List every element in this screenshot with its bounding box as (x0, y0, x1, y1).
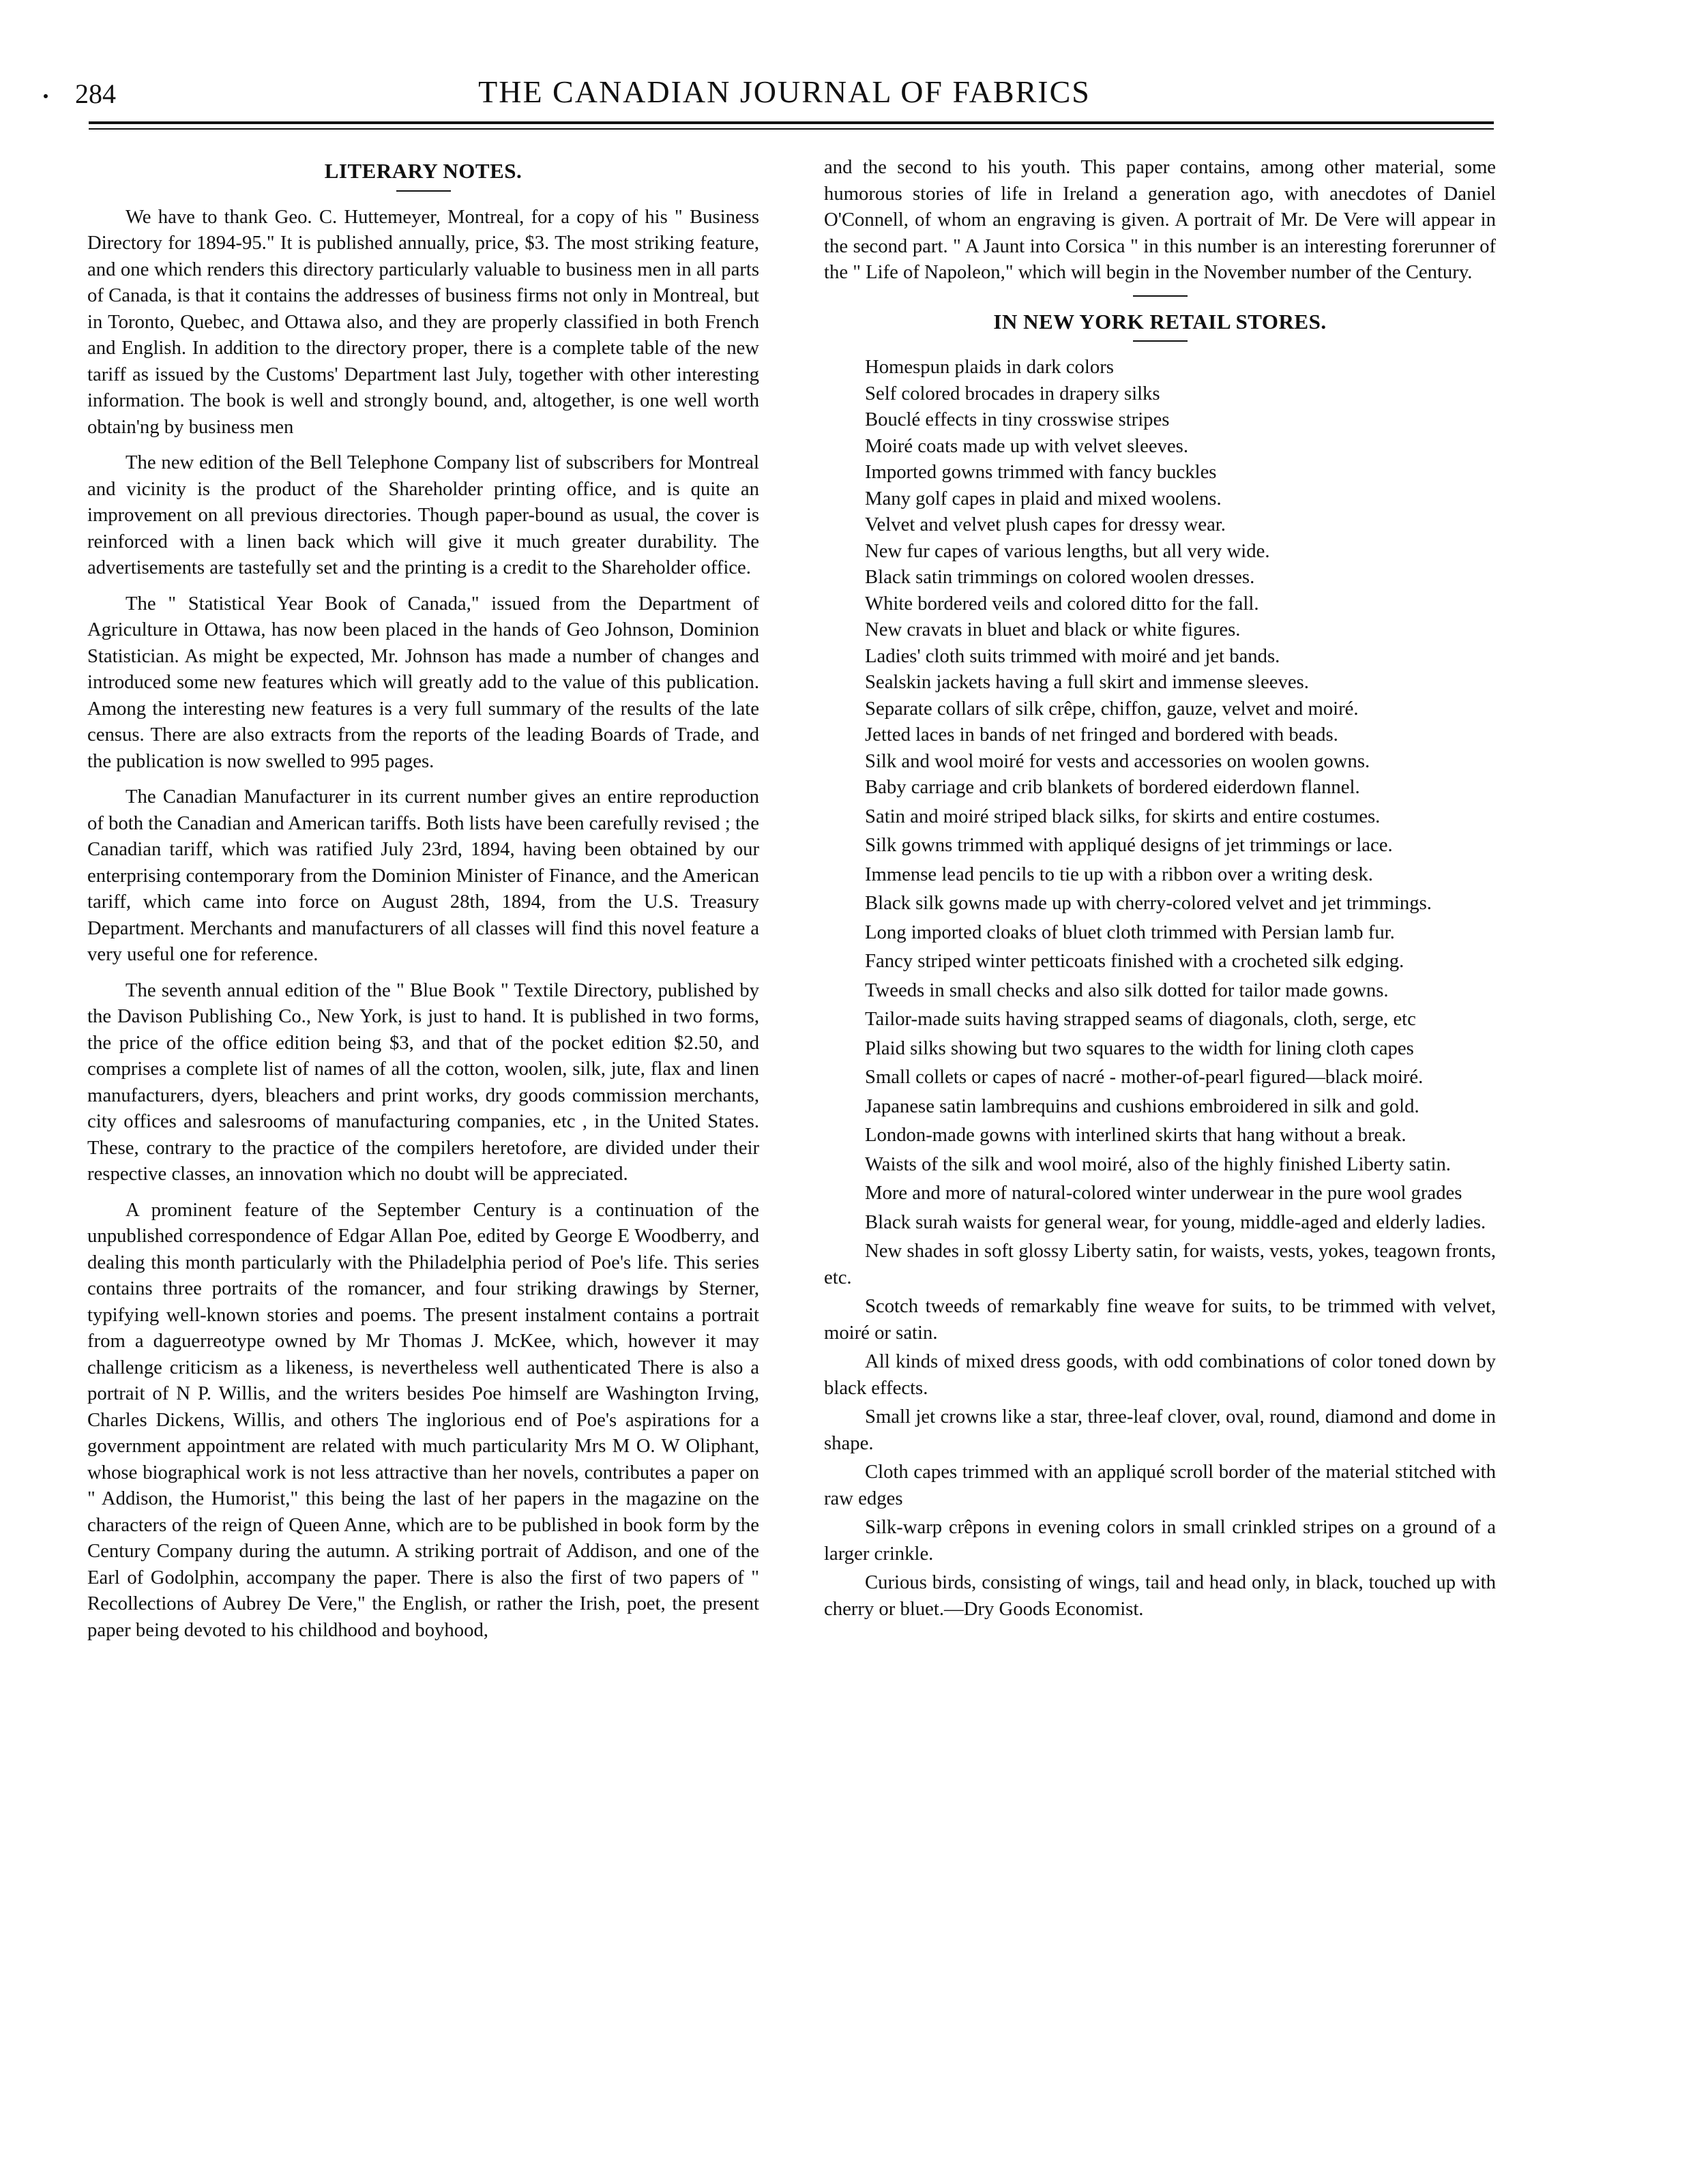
list-item: All kinds of mixed dress goods, with odd combinations of color toned down by black effects. (824, 1350, 1496, 1399)
article-paragraph: We have to thank Geo. C. Huttemeyer, Montreal, for a copy of his " Business Directory for 1894-95." It is published annually, price, $3. The most striking feature, and one which renders this directory particularly valuable to business men in all parts of Canada, is that it contains the addresses of business firms not only in Montreal, but in Toronto, Quebec, and Ottawa also, and they are properly classified in both French and English. In addition to the directory proper, there is a complete table of the new tariff as issued by the Customs' Department last July, together with other interesting information. The book is well and strongly bound, and, altogether, is one well worth obtain'ng by business men (87, 205, 759, 438)
short-items-list (824, 354, 1496, 801)
list-item: Jetted laces in bands of net fringed and bordered with beads. (865, 724, 1338, 745)
list-item: Moiré coats made up with velvet sleeves. (865, 434, 1189, 457)
list-item: Japanese satin lambrequins and cushions embroidered in silk and gold. (865, 1095, 1419, 1117)
list-item: New shades in soft glossy Liberty satin, for waists, vests, yokes, teagown fronts, etc. (824, 1240, 1496, 1288)
list-item: Bouclé effects in tiny crosswise stripes (865, 409, 1170, 430)
list-item: Imported gowns trimmed with fancy buckles (865, 461, 1217, 483)
page-number: 284 (75, 78, 116, 109)
list-item: Immense lead pencils to tie up with a ribbon over a writing desk. (865, 863, 1373, 885)
list-item: Scotch tweeds of remarkably fine weave for suits, to be trimmed with velvet, moiré or satin. (824, 1295, 1496, 1344)
list-item: Black surah waists for general wear, for young, middle-aged and elderly ladies. (865, 1211, 1486, 1233)
list-item: Curious birds, consisting of wings, tail and head only, in black, touched up with cherry or bluet.—Dry Goods Economist. (824, 1571, 1496, 1620)
list-item: Separate collars of silk crêpe, chiffon, gauze, velvet and moiré. (865, 697, 1359, 720)
list-item: New fur capes of various lengths, but all very wide. (865, 539, 1270, 562)
list-item: Silk gowns trimmed with appliqué designs of jet trimmings or lace. (865, 834, 1393, 856)
list-item: Satin and moiré striped black silks, for skirts and entire costumes. (865, 805, 1381, 827)
list-item: Tailor-made suits having strapped seams of diagonals, cloth, serge, etc (865, 1008, 1416, 1030)
journal-title: THE CANADIAN JOURNAL OF FABRICS (478, 74, 1091, 109)
literary-notes-title: LITERARY NOTES. (324, 159, 522, 183)
list-item: New cravats in bluet and black or white figures. (865, 619, 1241, 640)
list-item: Self colored brocades in drapery silks (865, 382, 1160, 404)
list-item: Ladies' cloth suits trimmed with moiré and jet bands. (865, 645, 1280, 667)
header-rule-thick (89, 121, 1494, 124)
list-item: Small collets or capes of nacré - mother-of-pearl figured—black moiré. (865, 1066, 1424, 1088)
list-item: White bordered veils and colored ditto for the fall. (865, 592, 1259, 615)
article-paragraph: A prominent feature of the September Century is a continuation of the unpublished correspondence of Edgar Allan Poe, edited by George E Woodberry, and dealing this month particularly with the Philadelphia period of Poe's life. This series contains three portraits of the romancer, and four striking drawings by Sterner, typifying well-known stories and poems. The present instalment contains a portrait from a daguerreotype owned by Mr Thomas J. McKee, which, however it may challenge criticism as a likeness, is nevertheless well authenticated There is also a portrait of N P. Willis, and the writers besides Poe himself are Washington Irving, Charles Dickens, Willis, and others The inglorious end of Poe's aspirations for a government appointment are related with much particularity Mrs M O. W Oliphant, whose biographical work is not less attractive than her novels, contributes a paper on " Addison, the Humorist," this being the last of her papers in the magazine on the characters of the reign of Queen Anne, which are to be published in book form by the Century Company during the autumn. A striking portrait of Addison, and one of the Earl of Godolphin, accompany the paper. There is also the first of two papers of " Recollections of Aubrey De Vere," the English, or rather the Irish, poet, the present paper being devoted to his childhood and boyhood, (87, 1198, 759, 1641)
print-speck (44, 94, 48, 98)
list-item: Black silk gowns made up with cherry-colored velvet and jet trimmings. (865, 892, 1432, 914)
list-item: Cloth capes trimmed with an appliqué scroll border of the material stitched with raw edges (824, 1461, 1496, 1509)
title-rule (396, 190, 451, 192)
header-rule-thin (89, 128, 1494, 130)
title-rule (1133, 340, 1188, 342)
article-paragraph: The " Statistical Year Book of Canada," issued from the Department of Agriculture in Ottawa, has now been placed in the hands of Geo Johnson, Dominion Statistician. As might be expected, Mr. Johnson has made a number of changes and introduced some new features which will greatly add to the value of this publication. Among the interesting new features is a very full summary of the results of the late census. There are also extracts from the reports of the leading Boards of Trade, and the publication is now swelled to 995 pages. (87, 592, 759, 772)
list-item: Long imported cloaks of bluet cloth trimmed with Persian lamb fur. (865, 921, 1395, 943)
list-item: Tweeds in small checks and also silk dotted for tailor made gowns. (865, 979, 1389, 1001)
left-column (87, 154, 759, 1653)
article-paragraph: The seventh annual edition of the " Blue Book " Textile Directory, published by the Davison Publishing Co., New York, is just to hand. It is published in two forms, the price of the office edition being $3, and that of the pocket edition $2.50, and comprises a complete list of names of all the cotton, woolen, silk, jute, flax and linen manufacturers, dyers, bleachers and print works, dry goods commission merchants, city offices and salesrooms of manufacturing companies, etc , in the United States. These, contrary to the practice of the compilers heretofore, are divided under their respective classes, an innovation which no doubt will be appreciated. (87, 979, 759, 1185)
retail-stores-title: IN NEW YORK RETAIL STORES. (993, 309, 1327, 334)
list-item: Baby carriage and crib blankets of bordered eiderdown flannel. (865, 776, 1360, 798)
long-items-list (824, 803, 1496, 1623)
list-item: Velvet and velvet plush capes for dressy wear. (865, 514, 1226, 535)
page-header (75, 74, 1494, 116)
right-column (824, 154, 1496, 1622)
list-item: Waists of the silk and wool moiré, also of the highly finished Liberty satin. (865, 1153, 1451, 1175)
list-item: Homespun plaids in dark colors (865, 356, 1114, 378)
section-divider (1133, 295, 1188, 297)
list-item: Silk-warp crêpons in evening colors in small crinkled stripes on a ground of a larger crinkle. (824, 1516, 1496, 1565)
list-item: Black satin trimmings on colored woolen dresses. (865, 566, 1255, 588)
article-continuation: and the second to his youth. This paper contains, among other material, some humorous stories of life in Ireland a generation ago, with anecdotes of Daniel O'Connell, of whom an engraving is given. A portrait of Mr. De Vere will appear in the second part. " A Jaunt into Corsica " in this number is an interesting forerunner of the " Life of Napoleon," which will begin in the November number of the Century. (824, 156, 1496, 283)
article-paragraph: The new edition of the Bell Telephone Company list of subscribers for Montreal and vicinity is the product of the Shareholder printing office, and is quite an improvement on all previous directories. Though paper-bound as usual, the cover is reinforced with a linen back which will give it much greater durability. The advertisements are tastefully set and the printing is a credit to the Shareholder office. (87, 452, 759, 578)
list-item: Plaid silks showing but two squares to the width for lining cloth capes (865, 1037, 1414, 1059)
list-item: Silk and wool moiré for vests and accessories on woolen gowns. (865, 750, 1370, 772)
article-paragraph: The Canadian Manufacturer in its current number gives an entire reproduction of both the Canadian and American tariffs. Both lists have been carefully revised ; the Canadian tariff, which was ratified July 23rd, 1894, having been obtained by our enterprising contemporary from the Dominion Minister of Finance, and the American tariff, which came into force on August 28th, 1894, from the U.S. Treasury Department. Merchants and manufacturers of all classes will find this novel feature a very useful one for reference. (87, 786, 759, 965)
list-item: Small jet crowns like a star, three-leaf clover, oval, round, diamond and dome in shape. (824, 1406, 1496, 1454)
list-item: London-made gowns with interlined skirts that hang without a break. (865, 1124, 1407, 1146)
list-item: Many golf capes in plaid and mixed woolens. (865, 487, 1222, 509)
list-item: Fancy striped winter petticoats finished with a crocheted silk edging. (865, 950, 1404, 972)
list-item: Sealskin jackets having a full skirt and immense sleeves. (865, 671, 1309, 693)
list-item: More and more of natural-colored winter underwear in the pure wool grades (865, 1182, 1462, 1204)
